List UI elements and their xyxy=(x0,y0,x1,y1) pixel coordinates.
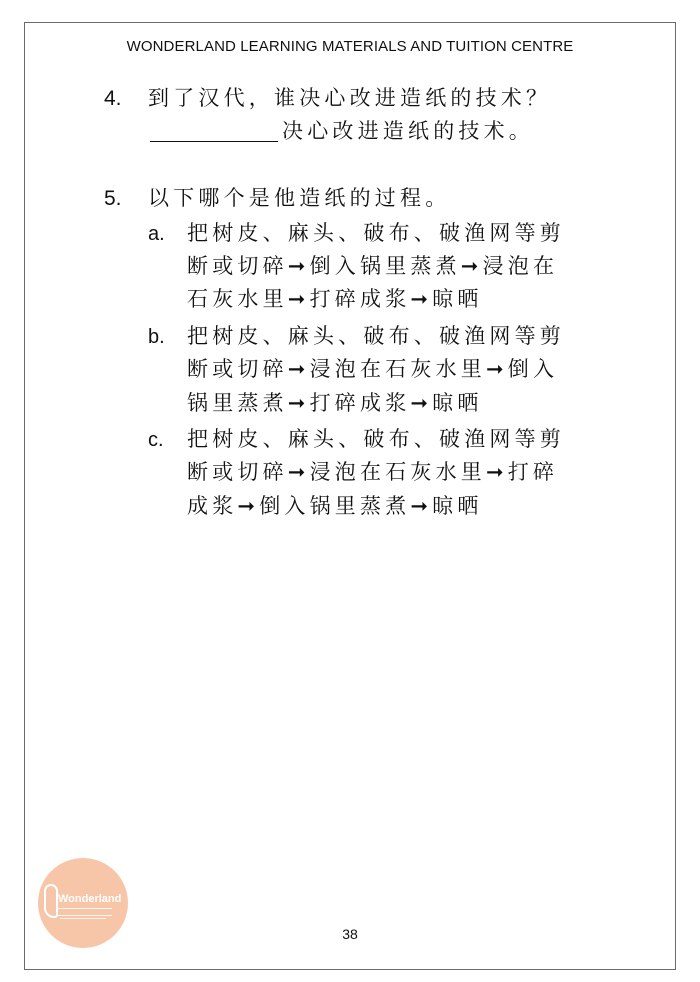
logo-text: Wonderland xyxy=(58,893,122,905)
option-a-line-2: 断或切碎➞倒入锅里蒸煮➞浸泡在 xyxy=(187,254,559,278)
question-5-number: 5. xyxy=(104,187,122,210)
option-c-letter: c. xyxy=(148,429,164,451)
option-a-line-3: 石灰水里➞打碎成浆➞晾晒 xyxy=(187,287,483,311)
question-4-number: 4. xyxy=(104,87,122,110)
logo-subtext-lines xyxy=(58,908,112,916)
question-5-text: 以下哪个是他造纸的过程。 xyxy=(148,186,451,210)
page-header: WONDERLAND LEARNING MATERIALS AND TUITION CENTRE xyxy=(126,38,574,55)
answer-blank[interactable] xyxy=(150,123,278,142)
question-4-text: 到了汉代，谁决心改进造纸的技术？ xyxy=(148,86,552,110)
option-b-line-3: 锅里蒸煮➞打碎成浆➞晾晒 xyxy=(187,391,483,415)
option-c-line-1: 把树皮、麻头、破布、破渔网等剪 xyxy=(187,427,565,451)
page-number: 38 xyxy=(342,926,358,942)
option-b-line-2: 断或切碎➞浸泡在石灰水里➞倒入 xyxy=(187,357,559,381)
option-a-line-1: 把树皮、麻头、破布、破渔网等剪 xyxy=(187,221,565,245)
option-c-line-2: 断或切碎➞浸泡在石灰水里➞打碎 xyxy=(187,460,559,484)
option-b-letter: b. xyxy=(148,326,165,348)
option-c-line-3: 成浆➞倒入锅里蒸煮➞晾晒 xyxy=(187,494,483,518)
option-a-letter: a. xyxy=(148,223,165,245)
question-4-answer-text: 决心改进造纸的技术。 xyxy=(282,119,534,143)
question-4-answer-line xyxy=(150,121,534,142)
option-b-line-1: 把树皮、麻头、破布、破渔网等剪 xyxy=(187,324,565,348)
logo-subtext-line xyxy=(60,918,106,919)
logo-pen-icon xyxy=(44,884,58,918)
